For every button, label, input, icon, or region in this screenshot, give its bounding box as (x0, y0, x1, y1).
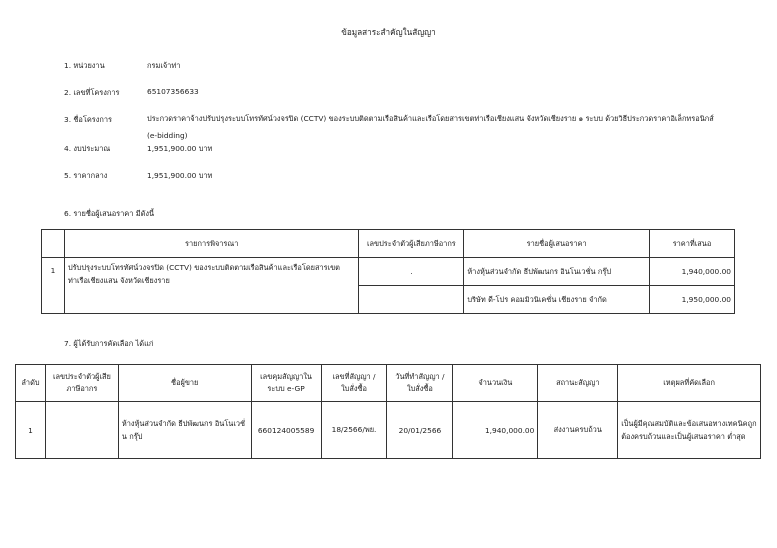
field-value-project-name-cont: (e-bidding) (147, 131, 188, 140)
header-date: วันที่ทำสัญญา / ใบสั่งซื้อ (387, 365, 453, 402)
field-value-agency: กรมเจ้าท่า (147, 61, 181, 70)
winner-table (15, 364, 761, 459)
field-label-median-price: 5. ราคากลาง (64, 171, 108, 180)
table-row (42, 258, 735, 286)
selection-reason: เป็นผู้มีคุณสมบัติและข้อเสนอทางเทคนิคถูกต้องครบถ้วนและเป็นผู้เสนอราคา ต่ำสุด (618, 402, 761, 459)
contract-amount: 1,940,000.00 (453, 402, 538, 459)
header-egp: เลขคุมสัญญาในระบบ e-GP (251, 365, 321, 402)
tax-id-cell: . (359, 258, 464, 286)
bidders-table (41, 229, 735, 314)
field-value-project-name: ประกวดราคาจ้างปรับปรุงระบบโทรทัศน์วงจรปิด (CCTV) ของระบบติดตามเรือสินค้าและเรือโดยสารเขตท่าเรือเชียงแสน จังหวัดเชียงราย ๑ ระบบ ด้วยวิธีประกวดราคาอิเล็กทรอนิกส์ (147, 114, 714, 123)
header-bidder: รายชื่อผู้เสนอราคา (464, 230, 650, 258)
section-winner-heading: 7. ผู้ได้รับการคัดเลือก ได้แก่ (64, 339, 154, 348)
table-row (16, 402, 761, 459)
header-price: ราคาที่เสนอ (650, 230, 735, 258)
header-item: รายการพิจารณา (64, 230, 359, 258)
egp-number: 660124005589 (251, 402, 321, 459)
field-label-project-id: 2. เลขที่โครงการ (64, 88, 120, 97)
field-value-budget: 1,951,900.00 บาท (147, 144, 213, 153)
table-header-row (16, 365, 761, 402)
contract-status: ส่งงานครบถ้วน (538, 402, 618, 459)
page-title: ข้อมูลสาระสำคัญในสัญญา (341, 27, 436, 37)
header-reason: เหตุผลที่คัดเลือก (618, 365, 761, 402)
vendor-name: ห้างหุ้นส่วนจำกัด ธีปพัฒนกร อินโนเวชั่น กรุ๊ป (118, 402, 251, 459)
tax-id-cell (45, 402, 118, 459)
header-tax-id: เลขประจำตัวผู้เสียภาษีอากร (359, 230, 464, 258)
tax-id-cell (359, 286, 464, 314)
bidder-name: ห้างหุ้นส่วนจำกัด ธีปพัฒนกร อินโนเวชั่น กรุ๊ป (464, 258, 650, 286)
item-description: ปรับปรุงระบบโทรทัศน์วงจรปิด (CCTV) ของระบบติดตามเรือสินค้าและเรือโดยสารเขตท่าเรือเชียงแสน จังหวัดเชียงราย (64, 258, 359, 314)
field-label-project-name: 3. ชื่อโครงการ (64, 115, 112, 124)
field-label-budget: 4. งบประมาณ (64, 144, 111, 153)
bid-price: 1,940,000.00 (650, 258, 735, 286)
bidder-name: บริษัท ดี-โปร คอมมิวนิเคชั่น เชียงราย จำกัด (464, 286, 650, 314)
field-label-agency: 1. หน่วยงาน (64, 61, 105, 70)
header-status: สถานะสัญญา (538, 365, 618, 402)
field-value-project-id: 65107356633 (147, 87, 199, 96)
header-vendor: ชื่อผู้ขาย (118, 365, 251, 402)
table-header-row (42, 230, 735, 258)
field-value-median-price: 1,951,900.00 บาท (147, 171, 213, 180)
header-contract-no: เลขที่สัญญา / ใบสั่งซื้อ (321, 365, 387, 402)
item-number: 1 (42, 258, 65, 314)
contract-date: 20/01/2566 (387, 402, 453, 459)
header-no: ลำดับ (16, 365, 46, 402)
section-bidders-heading: 6. รายชื่อผู้เสนอราคา มีดังนี้ (64, 209, 155, 218)
row-number: 1 (16, 402, 46, 459)
header-amount: จำนวนเงิน (453, 365, 538, 402)
bid-price: 1,950,000.00 (650, 286, 735, 314)
header-tax-id: เลขประจำตัวผู้เสียภาษีอากร (45, 365, 118, 402)
contract-number: 18/2566/พย. (321, 402, 387, 459)
